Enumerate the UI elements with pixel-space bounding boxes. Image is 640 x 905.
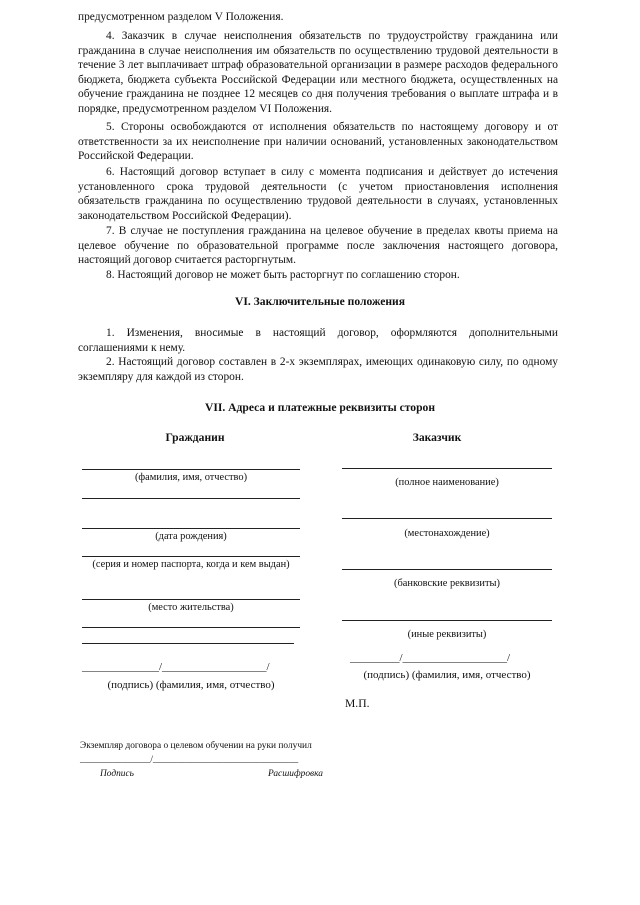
clause-6: 6. Настоящий договор вступает в силу с момента подписания и действует до истечения установленного срока трудовой деятельности (с учетом приостановления исполнения обязательств гражданина по осуществлению трудовой деятельности в случаях, установленных законодательством Российской Федерации).: [78, 166, 558, 222]
citizen-residence-caption: (место жительства): [148, 602, 234, 613]
receipt-decoding-label: Расшифровка: [268, 769, 323, 779]
citizen-fullname-caption: (фамилия, имя, отчество): [134, 472, 248, 483]
clause-7: 7. В случае не поступления гражданина на целевое обучение в пределах квоты приема на целевое обучение по образовательной программе после заключения настоящего договора, настоящий договор считается расторгнутым.: [78, 225, 558, 266]
customer-location-caption: (местонахождение): [404, 528, 490, 539]
citizen-signature-line: ______________/___________________/: [82, 661, 270, 673]
receipt-signature-label: Подпись: [100, 769, 134, 779]
customer-location-line: [342, 518, 552, 519]
citizen-heading: Гражданин: [165, 431, 225, 444]
customer-signature-line: _________/___________________/: [350, 652, 511, 664]
citizen-passport-line: [82, 556, 300, 557]
customer-name-caption: (полное наименование): [395, 477, 499, 488]
customer-bank-caption: (банковские реквизиты): [394, 578, 500, 589]
customer-stamp-label: М.П.: [345, 697, 370, 710]
clause-4: 4. Заказчик в случае неисполнения обязательств по трудоустройству гражданина или гражданина в случае неисполнения им обязательств по осуществлению трудовой деятельности в течение 3 лет выплачивает штраф образовательной организации в размере расходов федерального бюджета, бюджета субъекта Российской Федерации или местного бюджета, осуществленных на обучение гражданина не позднее 12 месяцев со дня получения требования о выплате штрафа и в порядке, предусмотренном разделом VI Положения.: [78, 30, 558, 115]
section-vi-clause-2: 2. Настоящий договор составлен в 2-х экземплярах, имеющих одинаковую силу, по одному экземпляру для каждой из сторон.: [78, 356, 558, 383]
citizen-birthdate-line: [82, 528, 300, 529]
citizen-passport-caption: (серия и номер паспорта, когда и кем выдан): [92, 559, 290, 570]
clause-5: 5. Стороны освобождаются от исполнения обязательств по настоящему договору и от ответственности за их неисполнение при наличии оснований, установленных законодательством Российской Федерации.: [78, 121, 558, 162]
customer-signature-caption: (подпись) (фамилия, имя, отчество): [363, 669, 531, 681]
section-vi-title: VI. Заключительные положения: [234, 295, 406, 308]
section-vi-clause-1: 1. Изменения, вносимые в настоящий договор, оформляются дополнительными соглашениями к нему.: [78, 327, 558, 354]
citizen-residence-extra-line-2: [82, 643, 294, 644]
customer-heading: Заказчик: [412, 431, 462, 444]
clause-3-tail: предусмотренном разделом V Положения.: [78, 11, 284, 23]
section-vii-title: VII. Адреса и платежные реквизиты сторон: [204, 401, 436, 414]
customer-other-caption: (иные реквизиты): [407, 629, 487, 640]
receipt-signature-line: _______________/_______________________________: [80, 755, 299, 765]
citizen-fullname-extra-line: [82, 498, 300, 499]
customer-bank-line: [342, 569, 552, 570]
citizen-signature-caption: (подпись) (фамилия, имя, отчество): [107, 679, 275, 691]
citizen-fullname-line: [82, 469, 300, 470]
receipt-text: Экземпляр договора о целевом обучении на руки получил: [80, 741, 312, 751]
clause-8: 8. Настоящий договор не может быть расторгнут по соглашению сторон.: [106, 269, 460, 281]
citizen-birthdate-caption: (дата рождения): [155, 531, 227, 542]
customer-name-line: [342, 468, 552, 469]
customer-other-line: [342, 620, 552, 621]
citizen-residence-extra-line: [82, 627, 300, 628]
citizen-residence-line: [82, 599, 300, 600]
